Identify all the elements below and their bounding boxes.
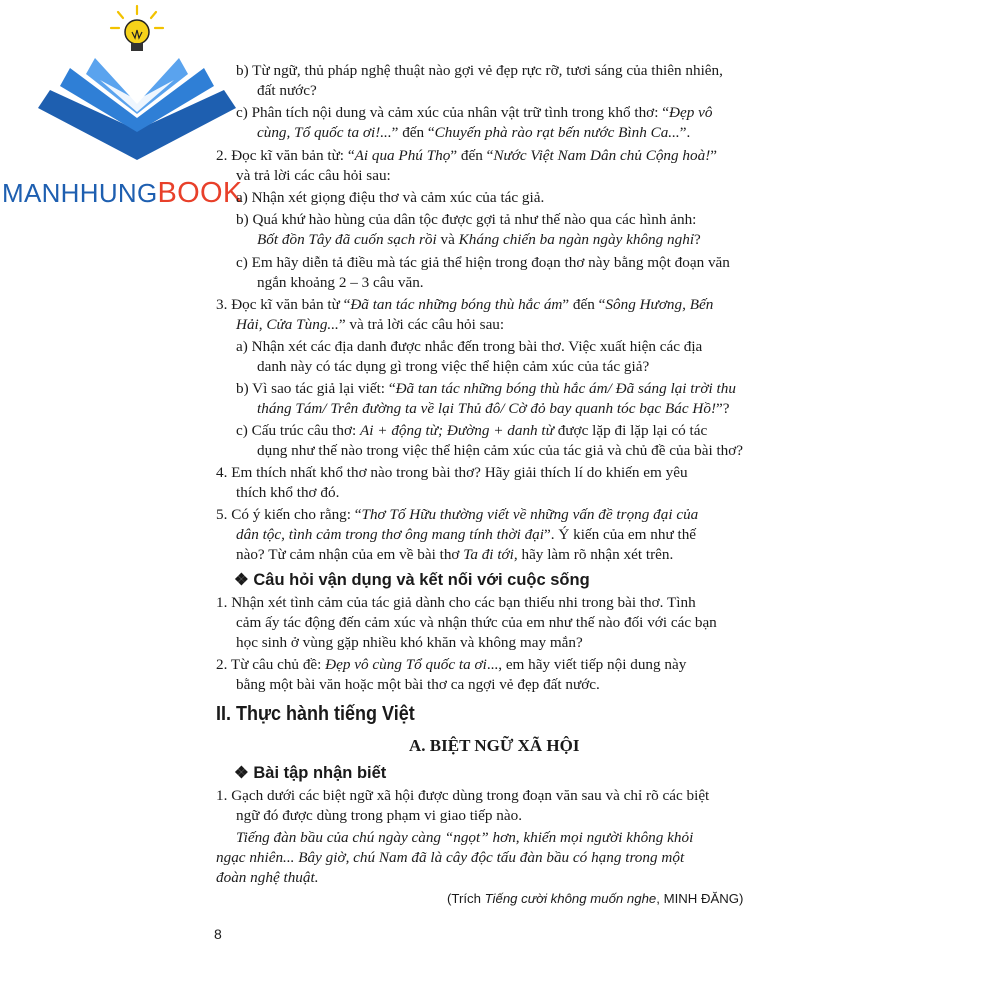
subheading-applied-questions: ❖ Câu hỏi vận dụng và kết nối với cuộc sống (234, 571, 590, 589)
text-segment: ngữ đó được dùng trong phạm vi giao tiếp nào. (236, 807, 523, 824)
citation-suffix: , MINH ĐĂNG) (656, 891, 744, 906)
text-segment: Đẹp vô (668, 104, 713, 121)
text-line (236, 807, 522, 825)
text-segment: 4. Em thích nhất khổ thơ nào trong bài thơ? Hãy giải thích lí do khiến em yêu (216, 464, 688, 481)
text-line (236, 484, 339, 502)
text-segment: Đã tan tác những bóng thù hắc ám/ Đã sáng lại trời thu (395, 380, 736, 397)
text-segment: Ai + động từ; Đường + danh từ (360, 422, 554, 439)
text-segment: Bốt đồn Tây đã cuốn sạch rồi (257, 231, 437, 248)
text-segment: tháng Tám/ Trên đường ta về lại Thủ đô/ Cờ đỏ bay quanh tóc bạc Bác Hồ! (257, 400, 716, 417)
text-line (257, 82, 317, 100)
text-line (216, 849, 684, 867)
text-segment: 1. Gạch dưới các biệt ngữ xã hội được dùng trong đoạn văn sau và chỉ rõ các biệt (216, 787, 710, 804)
text-line (236, 316, 504, 334)
text-segment: 3. Đọc kĩ văn bản từ “ (216, 296, 351, 313)
text-segment: ” và trả lời các câu hỏi sau: (338, 316, 505, 333)
text-segment: ” (710, 147, 718, 164)
citation-source (447, 891, 743, 907)
text-segment: Chuyến phà rào rạt bến nước Bình Ca... (434, 124, 680, 141)
text-segment: b) Quá khứ hào hùng của dân tộc được gợi tả như thế nào qua các hình ảnh: (236, 211, 697, 228)
text-line (236, 167, 391, 185)
text-segment: dân tộc, tình cảm trong thơ ông mang tính thời đại (236, 526, 544, 543)
subheading-recognition-exercises: ❖ Bài tập nhận biết (234, 764, 387, 782)
text-line (236, 104, 712, 122)
text-segment: Thơ Tố Hữu thường viết về những vấn đề trọng đại của (361, 506, 699, 523)
text-segment: Ta đi tới (463, 546, 514, 563)
text-segment: Kháng chiến ba ngàn ngày không nghỉ (458, 231, 695, 248)
text-line (216, 296, 713, 314)
text-line (216, 506, 698, 524)
text-segment: 5. Có ý kiến cho rằng: “ (216, 506, 362, 523)
text-line (236, 546, 673, 564)
text-segment: ”. Ý kiến của em như thế (544, 526, 697, 543)
text-line (257, 274, 424, 292)
text-segment: , hãy làm rõ nhận xét trên. (513, 546, 674, 563)
text-segment: học sinh ở vùng gặp nhiều khó khăn và không may mắn? (236, 634, 583, 651)
text-line (216, 594, 696, 612)
center-heading: A. BIỆT NGỮ XÃ HỘI (409, 736, 580, 755)
text-line (236, 338, 702, 356)
text-line (216, 787, 709, 805)
text-segment: c) Phân tích nội dung và cảm xúc của nhân vật trữ tình trong khổ thơ: “ (236, 104, 669, 121)
text-segment: thích khổ thơ đó. (236, 484, 340, 501)
text-segment: và trả lời các câu hỏi sau: (236, 167, 391, 184)
text-segment: dụng như thế nào trong việc thể hiện cảm xúc của tác giả và chủ đề của bài thơ? (257, 442, 744, 459)
text-segment: c) Em hãy diễn tả điều mà tác giả thể hiện trong đoạn thơ này bằng một đoạn văn (236, 254, 730, 271)
brand-part-1: MANHHUNG (2, 178, 158, 208)
text-segment: Sông Hương, Bến (605, 296, 714, 313)
text-segment: ” đến “ (562, 296, 606, 313)
text-segment: đoàn nghệ thuật. (216, 869, 319, 886)
text-segment: ” đến “ (450, 147, 494, 164)
text-line (236, 380, 736, 398)
text-line (257, 358, 649, 376)
text-segment: Nước Việt Nam Dân chủ Cộng hoà! (493, 147, 711, 164)
citation-title: Tiếng cười không muốn nghe (484, 891, 657, 906)
text-line (236, 254, 730, 272)
text-segment: được lặp đi lặp lại có tác (553, 422, 708, 439)
text-segment: cảm ấy tác động đến cảm xúc và nhận thức của em như thế nào đối với các bạn (236, 614, 717, 631)
text-segment: a) Nhận xét các địa danh được nhắc đến trong bài thơ. Việc xuất hiện các địa (236, 338, 703, 355)
text-segment: ”. (679, 124, 691, 141)
text-segment: a) Nhận xét giọng điệu thơ và cảm xúc của tác giả. (236, 189, 545, 206)
section-heading: II. Thực hành tiếng Việt (216, 703, 415, 725)
text-line (236, 211, 696, 229)
text-segment: và (436, 231, 459, 248)
text-line (257, 124, 690, 142)
text-segment: 2. Đọc kĩ văn bản từ: “ (216, 147, 355, 164)
text-segment: 2. Từ câu chủ đề: (216, 656, 326, 673)
text-line (236, 526, 696, 544)
text-segment: ” đến “ (391, 124, 435, 141)
brand-part-2: BOOK (157, 177, 243, 209)
text-line (236, 829, 693, 847)
text-line (236, 62, 723, 80)
text-line (236, 614, 717, 632)
text-segment: ngắn khoảng 2 – 3 câu văn. (257, 274, 424, 291)
text-segment: Tiếng đàn bầu của chú ngày càng “ngọt” hơn, khiến mọi người không khỏi (236, 829, 694, 846)
text-segment: 1. Nhận xét tình cảm của tác giả dành cho các bạn thiếu nhi trong bài thơ. Tình (216, 594, 696, 611)
text-segment: cùng, Tổ quốc ta ơi!... (257, 124, 392, 141)
text-line (216, 869, 319, 887)
text-segment: ”? (716, 400, 730, 417)
text-line (216, 656, 686, 674)
text-line (257, 231, 701, 249)
text-segment: Ai qua Phú Thọ (354, 147, 451, 164)
text-line (236, 189, 544, 207)
text-segment: ngạc nhiên... Bây giờ, chú Nam đã là cây độc tấu đàn bầu có hạng trong một (216, 849, 685, 866)
text-line (257, 442, 743, 460)
text-line (216, 147, 717, 165)
text-segment: Hải, Cửa Tùng... (236, 316, 339, 333)
text-segment: ..., em hãy viết tiếp nội dung này (486, 656, 687, 673)
text-segment: bằng một bài văn hoặc một bài thơ ca ngợi vẻ đẹp đất nước. (236, 676, 600, 693)
text-line (236, 676, 600, 694)
text-segment: đất nước? (257, 82, 317, 99)
text-segment: b) Vì sao tác giả lại viết: “ (236, 380, 396, 397)
text-line (257, 400, 729, 418)
text-segment: Đẹp vô cùng Tổ quốc ta ơi (325, 656, 487, 673)
text-segment: c) Cấu trúc câu thơ: (236, 422, 360, 439)
text-segment: ? (694, 231, 701, 248)
text-segment: Đã tan tác những bóng thù hắc ám (350, 296, 563, 313)
text-line (236, 634, 583, 652)
text-line (216, 464, 688, 482)
citation-prefix: (Trích (447, 891, 485, 906)
brand-name (2, 178, 243, 208)
page-number: 8 (214, 926, 222, 942)
text-segment: nào? Từ cảm nhận của em về bài thơ (236, 546, 464, 563)
text-line (236, 422, 707, 440)
text-segment: danh này có tác dụng gì trong việc thể hiện cảm xúc của tác giả? (257, 358, 650, 375)
text-segment: b) Từ ngữ, thủ pháp nghệ thuật nào gợi vẻ đẹp rực rỡ, tươi sáng của thiên nhiên, (236, 62, 723, 79)
